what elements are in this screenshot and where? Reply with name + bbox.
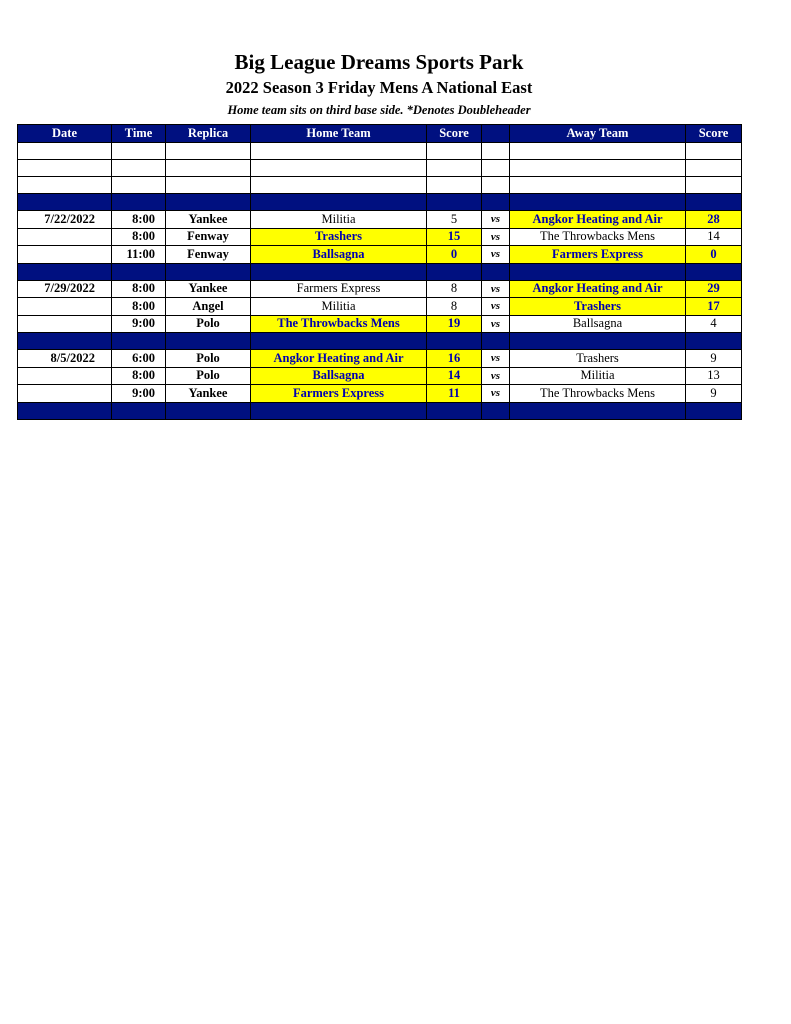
- week-separator-row-cell: [686, 263, 742, 280]
- column-header-away-team: Away Team: [510, 125, 686, 143]
- home-team: Angkor Heating and Air: [251, 350, 427, 368]
- game-row: [18, 298, 742, 316]
- game-replica: Yankee: [166, 385, 251, 403]
- week-separator-row-cell: [18, 263, 112, 280]
- game-date: [18, 228, 112, 246]
- home-team: Ballsagna: [251, 246, 427, 264]
- game-row: [18, 280, 742, 298]
- home-team: Farmers Express: [251, 385, 427, 403]
- blank-row-cell: [427, 160, 482, 177]
- away-score: 29: [686, 280, 742, 298]
- home-score: 14: [427, 367, 482, 385]
- blank-row-cell: [251, 177, 427, 194]
- away-team: Ballsagna: [510, 315, 686, 333]
- week-separator-row: [18, 194, 742, 211]
- home-team: The Throwbacks Mens: [251, 315, 427, 333]
- game-date: 7/29/2022: [18, 280, 112, 298]
- week-separator-row-cell: [427, 263, 482, 280]
- week-separator-row-cell: [482, 402, 510, 419]
- week-separator-row-cell: [482, 333, 510, 350]
- vs-label: vs: [482, 280, 510, 298]
- blank-row-cell: [482, 143, 510, 160]
- week-separator-row-cell: [686, 333, 742, 350]
- week-separator-row-cell: [427, 333, 482, 350]
- game-date: 7/22/2022: [18, 211, 112, 229]
- away-team: Militia: [510, 367, 686, 385]
- schedule-note: Home team sits on third base side. *Denotes Doubleheader: [227, 103, 531, 117]
- away-score: 9: [686, 350, 742, 368]
- blank-row-cell: [166, 177, 251, 194]
- week-separator-row-cell: [482, 263, 510, 280]
- game-time: 8:00: [112, 228, 166, 246]
- week-separator-row-cell: [18, 333, 112, 350]
- game-time: 9:00: [112, 385, 166, 403]
- blank-row-cell: [427, 177, 482, 194]
- game-time: 9:00: [112, 315, 166, 333]
- home-score: 5: [427, 211, 482, 229]
- game-time: 8:00: [112, 211, 166, 229]
- week-separator-row-cell: [510, 402, 686, 419]
- home-score: 15: [427, 228, 482, 246]
- week-separator-row: [18, 333, 742, 350]
- away-score: 17: [686, 298, 742, 316]
- game-date: [18, 246, 112, 264]
- blank-row-cell: [166, 143, 251, 160]
- home-score: 11: [427, 385, 482, 403]
- game-time: 8:00: [112, 367, 166, 385]
- away-score: 9: [686, 385, 742, 403]
- blank-row-cell: [482, 177, 510, 194]
- game-row: [18, 315, 742, 333]
- vs-label: vs: [482, 298, 510, 316]
- game-row: [18, 350, 742, 368]
- week-separator-row-cell: [112, 333, 166, 350]
- week-separator-row-cell: [112, 402, 166, 419]
- game-replica: Polo: [166, 315, 251, 333]
- week-separator-row-cell: [251, 194, 427, 211]
- vs-label: vs: [482, 228, 510, 246]
- column-header-vs: [482, 125, 510, 143]
- column-header-home-score: Score: [427, 125, 482, 143]
- away-score: 28: [686, 211, 742, 229]
- blank-row-cell: [510, 177, 686, 194]
- game-date: [18, 367, 112, 385]
- home-team: Ballsagna: [251, 367, 427, 385]
- game-time: 8:00: [112, 298, 166, 316]
- blank-row-cell: [166, 160, 251, 177]
- blank-row-cell: [686, 177, 742, 194]
- week-separator-row-cell: [166, 194, 251, 211]
- away-score: 14: [686, 228, 742, 246]
- header-row: [18, 125, 742, 143]
- away-team: Angkor Heating and Air: [510, 211, 686, 229]
- week-separator-row-cell: [427, 194, 482, 211]
- game-time: 6:00: [112, 350, 166, 368]
- game-row: [18, 211, 742, 229]
- blank-row-cell: [112, 177, 166, 194]
- game-replica: Polo: [166, 350, 251, 368]
- blank-row-cell: [686, 143, 742, 160]
- blank-row-cell: [112, 160, 166, 177]
- away-score: 4: [686, 315, 742, 333]
- column-header-date: Date: [18, 125, 112, 143]
- blank-row-cell: [18, 143, 112, 160]
- blank-row-cell: [18, 160, 112, 177]
- game-replica: Polo: [166, 367, 251, 385]
- home-score: 19: [427, 315, 482, 333]
- league-subtitle: 2022 Season 3 Friday Mens A National East: [225, 78, 533, 97]
- game-date: 8/5/2022: [18, 350, 112, 368]
- home-team: Militia: [251, 211, 427, 229]
- game-replica: Yankee: [166, 211, 251, 229]
- blank-row-cell: [112, 143, 166, 160]
- away-score: 13: [686, 367, 742, 385]
- blank-row: [18, 143, 742, 160]
- vs-label: vs: [482, 211, 510, 229]
- week-separator-row-cell: [510, 263, 686, 280]
- schedule-table: [17, 124, 742, 420]
- away-team: Angkor Heating and Air: [510, 280, 686, 298]
- game-date: [18, 298, 112, 316]
- away-team: Farmers Express: [510, 246, 686, 264]
- week-separator-row: [18, 402, 742, 419]
- blank-row-cell: [482, 160, 510, 177]
- home-team: Militia: [251, 298, 427, 316]
- away-team: The Throwbacks Mens: [510, 228, 686, 246]
- blank-row-cell: [427, 143, 482, 160]
- home-score: 16: [427, 350, 482, 368]
- week-separator-row-cell: [112, 263, 166, 280]
- week-separator-row-cell: [166, 402, 251, 419]
- week-separator-row-cell: [18, 194, 112, 211]
- home-score: 8: [427, 280, 482, 298]
- vs-label: vs: [482, 246, 510, 264]
- game-replica: Angel: [166, 298, 251, 316]
- column-header-time: Time: [112, 125, 166, 143]
- vs-label: vs: [482, 315, 510, 333]
- game-date: [18, 385, 112, 403]
- home-team: Farmers Express: [251, 280, 427, 298]
- blank-row: [18, 177, 742, 194]
- week-separator-row-cell: [166, 263, 251, 280]
- game-row: [18, 228, 742, 246]
- home-score: 8: [427, 298, 482, 316]
- game-replica: Fenway: [166, 246, 251, 264]
- game-row: [18, 385, 742, 403]
- week-separator-row-cell: [251, 333, 427, 350]
- week-separator-row-cell: [510, 194, 686, 211]
- game-time: 8:00: [112, 280, 166, 298]
- week-separator-row-cell: [427, 402, 482, 419]
- blank-row-cell: [510, 143, 686, 160]
- column-header-home-team: Home Team: [251, 125, 427, 143]
- away-score: 0: [686, 246, 742, 264]
- week-separator-row-cell: [112, 194, 166, 211]
- week-separator-row: [18, 263, 742, 280]
- blank-row-cell: [686, 160, 742, 177]
- week-separator-row-cell: [18, 402, 112, 419]
- vs-label: vs: [482, 385, 510, 403]
- week-separator-row-cell: [510, 333, 686, 350]
- game-row: [18, 246, 742, 264]
- week-separator-row-cell: [251, 402, 427, 419]
- vs-label: vs: [482, 367, 510, 385]
- game-time: 11:00: [112, 246, 166, 264]
- away-team: Trashers: [510, 298, 686, 316]
- blank-row: [18, 160, 742, 177]
- blank-row-cell: [251, 160, 427, 177]
- away-team: Trashers: [510, 350, 686, 368]
- game-date: [18, 315, 112, 333]
- game-replica: Fenway: [166, 228, 251, 246]
- blank-row-cell: [510, 160, 686, 177]
- home-score: 0: [427, 246, 482, 264]
- game-row: [18, 367, 742, 385]
- column-header-away-score: Score: [686, 125, 742, 143]
- week-separator-row-cell: [251, 263, 427, 280]
- column-header-replica: Replica: [166, 125, 251, 143]
- week-separator-row-cell: [166, 333, 251, 350]
- blank-row-cell: [251, 143, 427, 160]
- week-separator-row-cell: [686, 402, 742, 419]
- home-team: Trashers: [251, 228, 427, 246]
- blank-row-cell: [18, 177, 112, 194]
- away-team: The Throwbacks Mens: [510, 385, 686, 403]
- week-separator-row-cell: [686, 194, 742, 211]
- game-replica: Yankee: [166, 280, 251, 298]
- page-title: Big League Dreams Sports Park: [234, 50, 524, 74]
- vs-label: vs: [482, 350, 510, 368]
- week-separator-row-cell: [482, 194, 510, 211]
